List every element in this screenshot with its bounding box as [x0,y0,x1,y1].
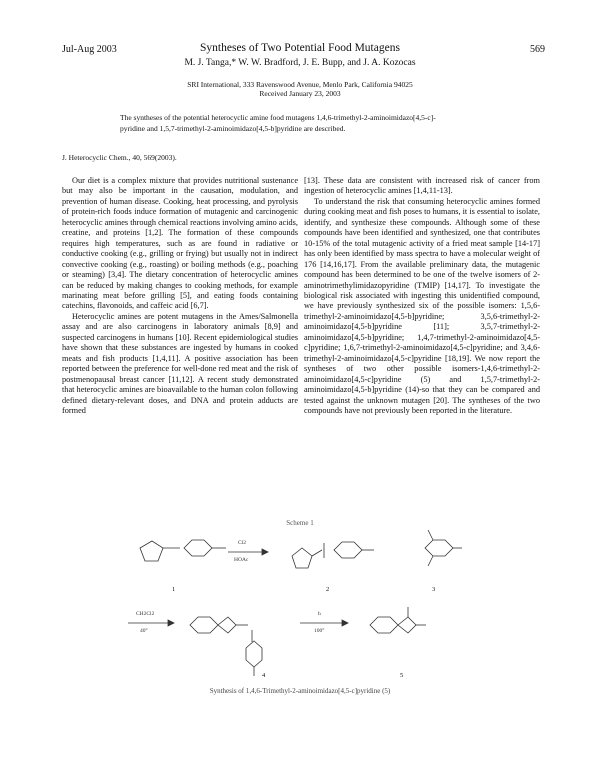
compound-1-structure [140,540,226,561]
author-list: M. J. Tanga,* W. W. Bradford, J. E. Bupp, and J. A. Kozocas [184,58,416,68]
paragraph: [13]. These data are consistent with increased risk of cancer from ingestion of heterocyclic amines [1,4,11-13]. [304,176,540,196]
reagent-2-top: CH2Cl2 [136,611,155,617]
running-header-date: Jul-Aug 2003 [62,44,117,55]
compound-4-structure [190,617,262,676]
running-header-title: Syntheses of Two Potential Food Mutagens [200,42,400,54]
reagent-2-bottom: 40° [140,628,148,634]
abstract-line-2: pyridine and 1,5,7-trimethyl-2-aminoimidazo[4,5-b]pyridine are described. [120,124,346,133]
scheme-caption: Synthesis of 1,4,6-Trimethyl-2-aminoimidazo[4,5-c]pyridine (5) [209,687,391,695]
compound-3-structure [425,530,462,566]
reagent-3-bottom: 100° [314,628,325,634]
compound-2-structure [292,542,374,568]
affiliation-address: SRI International, 333 Ravenswood Avenue, Menlo Park, California 94025 [187,80,413,89]
scheme-title: Scheme 1 [286,519,314,527]
compound-label-1: 1 [172,586,176,593]
paragraph: Our diet is a complex mixture that provides nutritional sustenance but may also be important in the causation, modulation, and prevention of human disease. Cooking, heat processing, and pyrolysis of protein-rich foods induce formation of mutagenic and carcinogenic heterocyclic amines through chemical reactions involving amino acids, creatine, and proteins [1,2]. The formation of these compounds requires high temperatures, such as are found in radiative or conductive cooking (e.g., grilling or frying) but usually not in indirect convective cooking (e.g., roasting) or boiling methods (e.g., poaching or steaming) [3,4]. The dietary concentration of heterocyclic amines can be reduced by making changes to cooking methods, for example marinating meat before grilling [5], and eating foods containing catechins, flavonoids, and caffeic acid [6,7]. [62,176,298,311]
journal-citation: J. Heterocyclic Chem., 40, 569(2003). [62,153,177,162]
compound-label-5: 5 [400,672,404,679]
paragraph: To understand the risk that consuming heterocyclic amines formed during cooking meat and fish poses to humans, it is essential to isolate, identify, and synthesize these compounds. Although some of these compounds have been identified and synthesized, one that contributes 10-15% of the total mutagenic activity of a fried meat sample [14-17] has only been identified by mass spectra to have a molecular weight of 176 [14,16,17]. From the available preliminary data, the mutagenic compound has been determined to be one of the twelve isomers of 2-aminotrimethylimidazopyridine (TMIP) [14,17]. To investigate the biological risk associated with ingesting this unidentified compound, we have previously synthesized six of the possible isomers: 1,5,6-trimethyl-2-aminoimidazo[4,5-b]pyridine; 3,5,6-trimethyl-2-aminoimidazo[4,5-b]pyridine [11]; 3,5,7-trimethyl-2-aminoimidazo[4,5-b]pyridine; 1,4,7-trimethyl-2-aminoimidazo[4,5-c]pyridine; 1,6,7-trimethyl-2-aminoimidazo[4,5-c]pyridine; and 3,4,6-trimethyl-2-aminoimidazo[4,5-c]pyridine [18,19]. We now report the syntheses of two other possible isomers-1,4,6-trimethyl-2-aminoimidazo[4,5-c]pyridine (5) and 1,5,7-trimethyl-2-aminoimidazo[4,5-b]pyridine (14)-so that they can be compared and tested against the unknown mutagen [20]. The syntheses of the two compounds have not previously been reported in the literature. [304,196,540,415]
abstract-line-1: The syntheses of the potential heterocyclic amine food mutagens 1,4,6-trimethyl-2-aminoimidazo[4,5-c]- [120,113,436,122]
compound-label-3: 3 [432,586,436,593]
reagent-3-top: h [318,611,321,617]
compound-label-2: 2 [326,586,330,593]
received-date: Received January 23, 2003 [259,89,341,98]
compound-5-structure [370,607,426,633]
compound-label-4: 4 [262,672,266,679]
page-number: 569 [530,44,545,55]
reagent-1-bottom: HOAc [234,557,249,563]
paragraph: Heterocyclic amines are potent mutagens in the Ames/Salmonella assay and are also carcinogens in laboratory animals [8,9] and suspected carcinogens in humans [10]. Recent epidemiological studies have shown that these substances are ingested by humans in cooked meats and fish products [1,4,11]. A positive association has been reported between the preference for well-done red meat and the risk of postmenopausal breast cancer [11,12]. A recent study demonstrated that heterocyclic amines are bioavailable to the human colon following defined dietary-relevant doses, and DNA and protein adducts are formed [62,311,298,415]
reagent-1-top: Cl2 [238,540,246,546]
